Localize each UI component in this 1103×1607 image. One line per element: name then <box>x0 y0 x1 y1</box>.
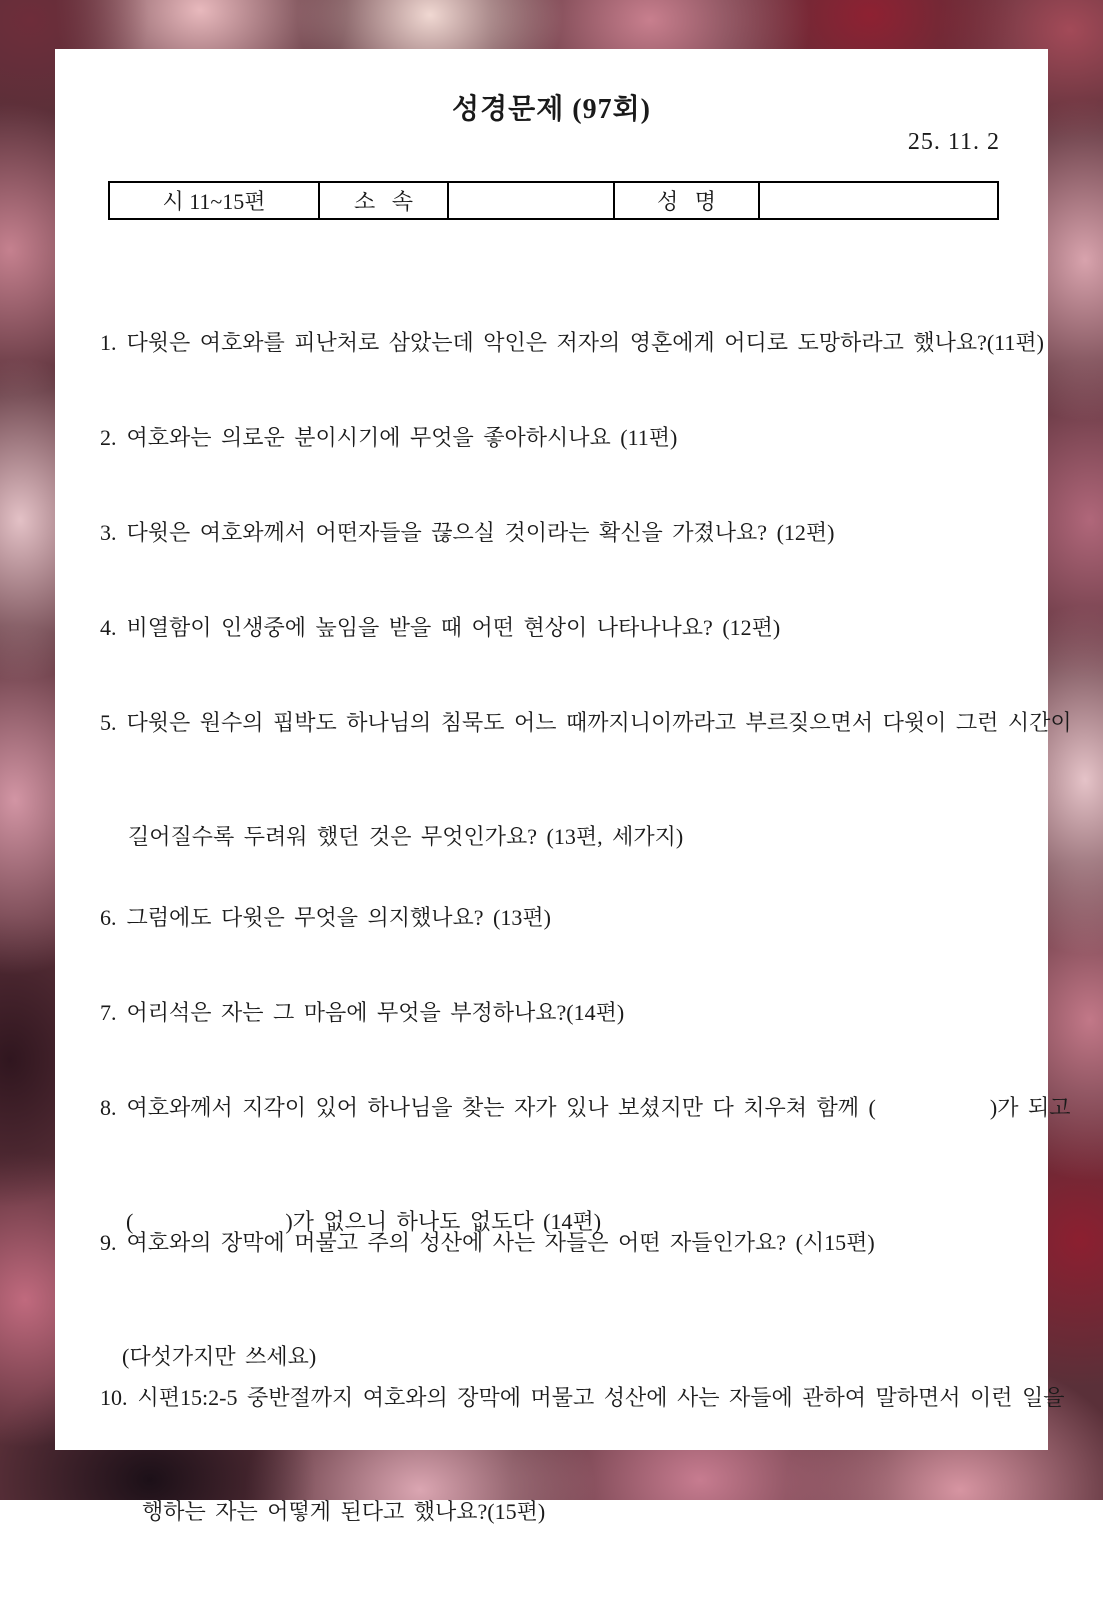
question-text-line2: (다섯가지만 쓰세요) <box>122 1344 317 1369</box>
question-number: 4. <box>100 615 117 640</box>
question-number: 2. <box>100 425 117 450</box>
date: 25. 11. 2 <box>907 129 1000 155</box>
name-value-cell <box>759 182 998 219</box>
question-text: 그럼에도 다윗은 무엇을 의지했나요? (13편) <box>126 905 551 930</box>
question-text: 여호와께서 지각이 있어 하나님을 찾는 자가 있나 보셨지만 다 치우쳐 함께 ( )가 되고 <box>126 1095 1071 1120</box>
question-text: 다윗은 원수의 핍박도 하나님의 침묵도 어느 때까지니이까라고 부르짖으면서 다윗이 그런 시간이 <box>126 710 1072 735</box>
question-number: 7. <box>100 1000 117 1025</box>
question-text: 여호와는 의로운 분이시기에 무엇을 좋아하시나요 (11편) <box>126 425 678 450</box>
question-number: 1. <box>100 330 117 355</box>
page-title: 성경문제 (97회) <box>452 94 651 125</box>
psalm-range-cell: 시 11~15편 <box>109 182 319 219</box>
question-number: 10. <box>100 1385 128 1410</box>
question-text: 시편15:2-5 중반절까지 여호와의 장막에 머물고 성산에 사는 자들에 관하여 말하면서 이런 일을 <box>137 1385 1065 1410</box>
affiliation-value-cell <box>448 182 614 219</box>
question-text: 어리석은 자는 그 마음에 무엇을 부정하나요?(14편) <box>126 1000 625 1025</box>
question-number: 5. <box>100 710 117 735</box>
question-text-line2: 행하는 자는 어떻게 된다고 했나요?(15편) <box>142 1499 546 1524</box>
question-number: 9. <box>100 1230 117 1255</box>
question-text: 다윗은 여호와를 피난처로 삼았는데 악인은 저자의 영혼에게 어디로 도망하라고 했나요?(11편) <box>126 330 1044 355</box>
question-text: 다윗은 여호와께서 어떤자들을 끊으실 것이라는 확신을 가졌나요? (12편) <box>126 520 835 545</box>
question-number: 3. <box>100 520 117 545</box>
question-text-line2: 길어질수록 두려워 했던 것은 무엇인가요? (13편, 세가지) <box>128 824 684 849</box>
question-number: 6. <box>100 905 117 930</box>
affiliation-label-cell: 소 속 <box>319 182 448 219</box>
info-table-row <box>109 182 998 219</box>
question-text: 비열함이 인생중에 높임을 받을 때 어떤 현상이 나타나나요? (12편) <box>126 615 781 640</box>
question-text: 여호와의 장막에 머물고 주의 성산에 사는 자들은 어떤 자들인가요? (시15편) <box>126 1230 875 1255</box>
question-10 <box>100 1303 1065 1607</box>
worksheet-page <box>55 49 1072 1524</box>
question-text-line2: ( )가 없으니 하나도 없도다 (14편) <box>126 1209 602 1234</box>
question-number: 8. <box>100 1095 117 1120</box>
name-label-cell: 성 명 <box>614 182 759 219</box>
info-table <box>108 181 999 220</box>
